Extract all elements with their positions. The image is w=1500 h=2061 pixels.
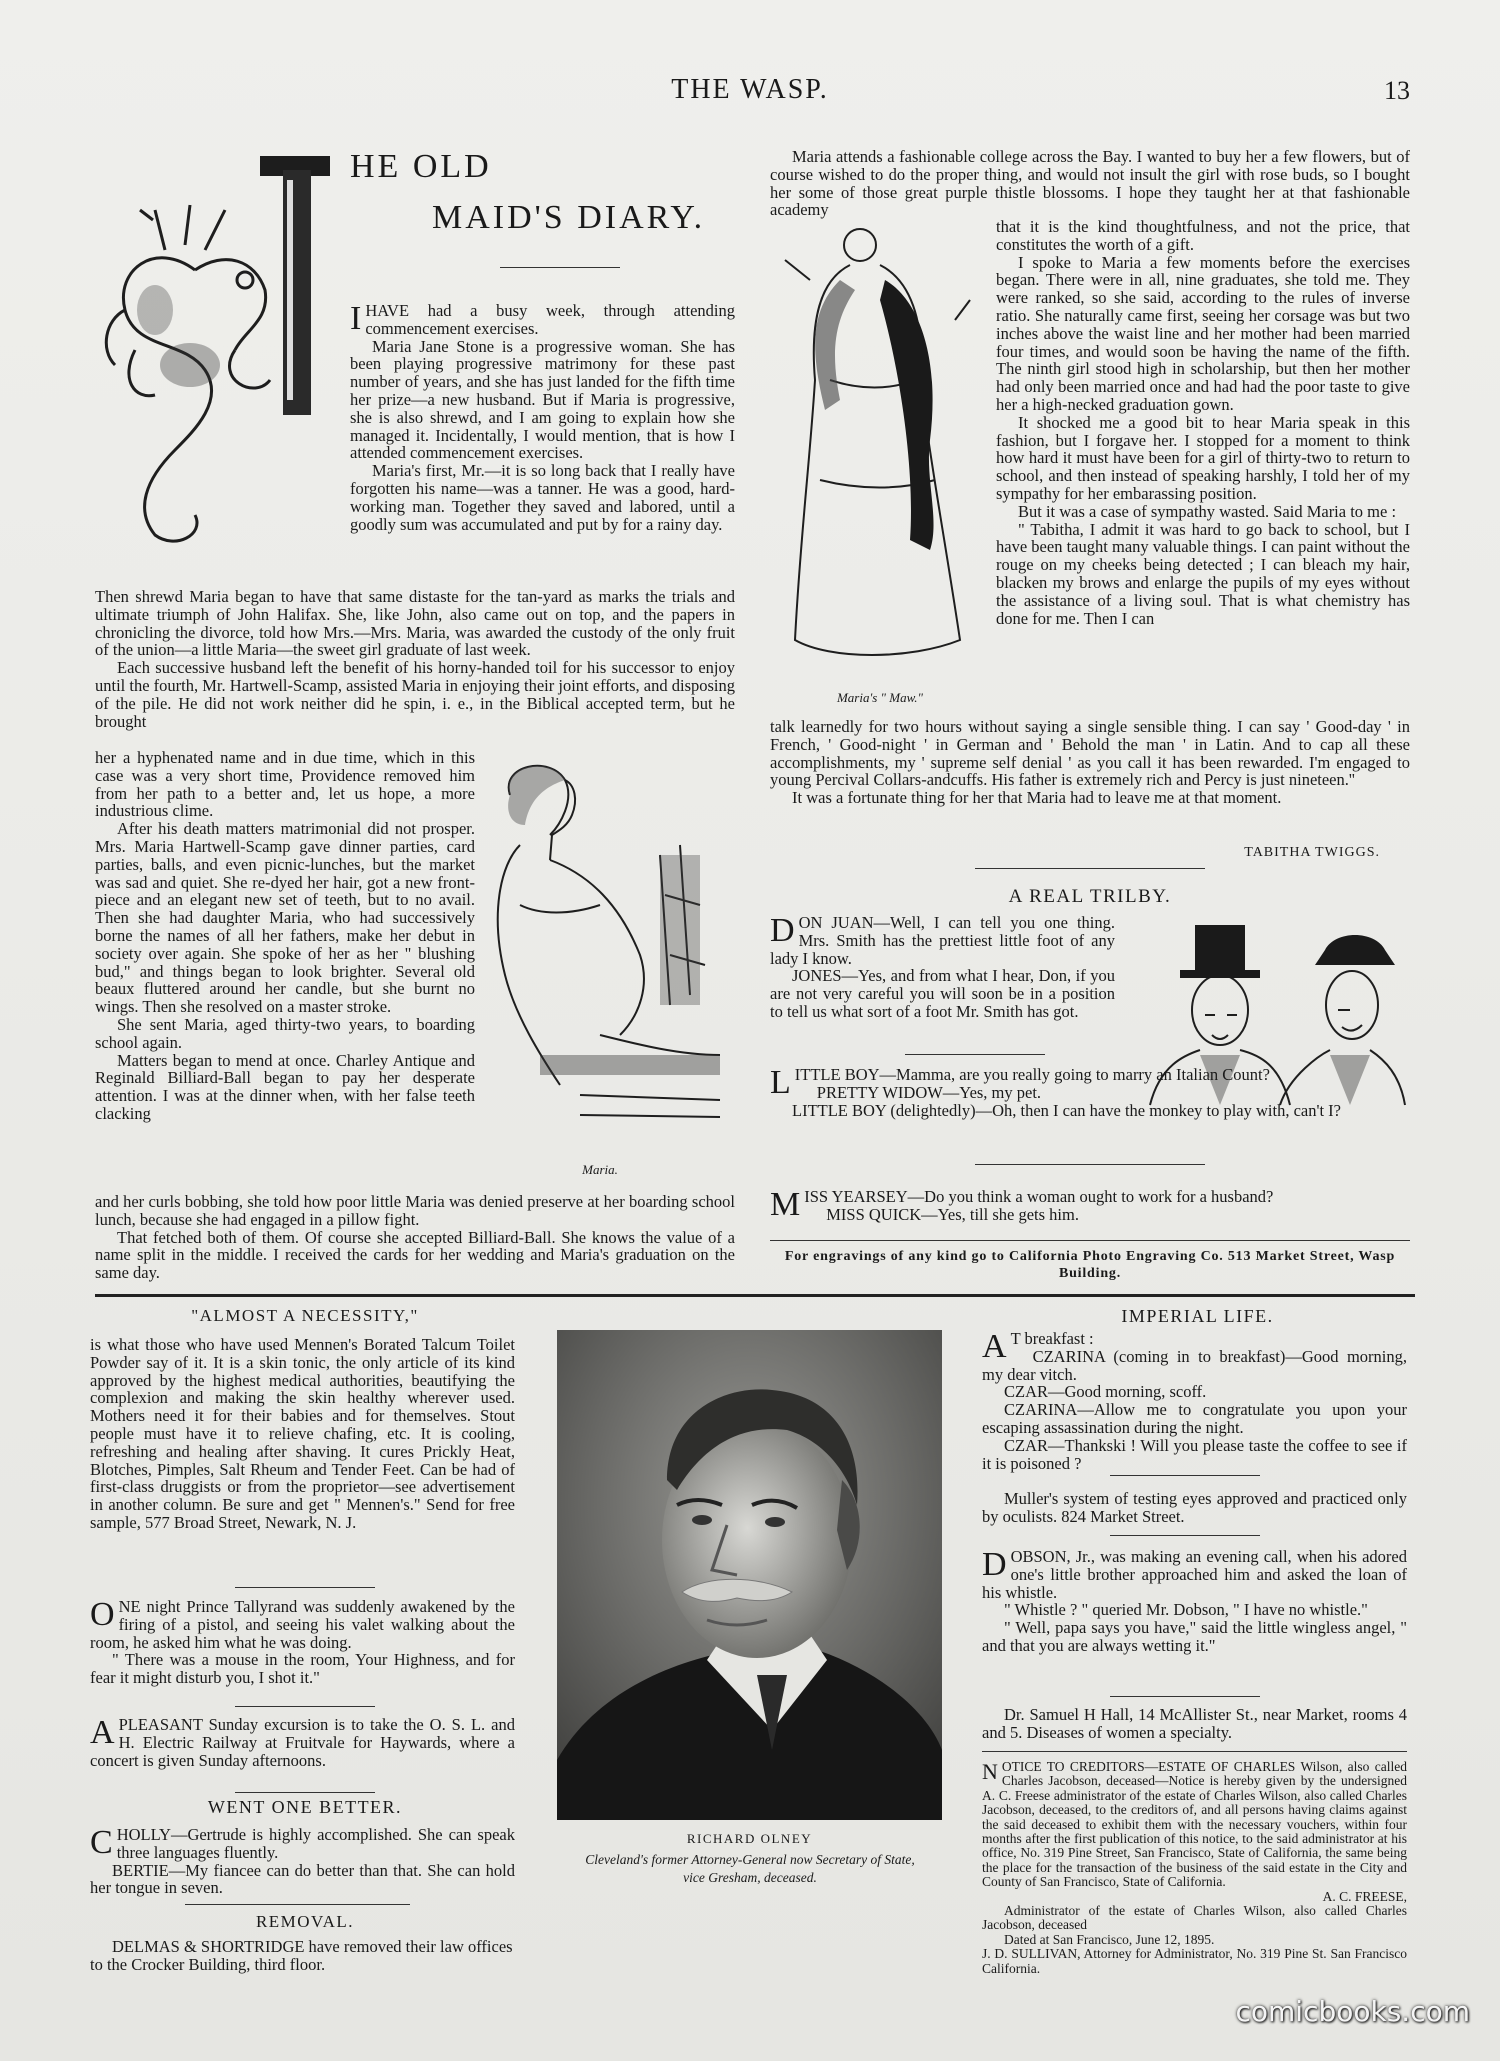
notice-signature: A. C. FREESE, (1322, 1888, 1407, 1904)
better-dropcap: C (90, 1824, 113, 1861)
portrait-caption-line2: vice Gresham, deceased. (683, 1870, 817, 1885)
ad-top-rule (770, 1240, 1410, 1241)
watermark: comicbooks.com (1235, 1995, 1470, 2028)
notice-body: OTICE TO CREDITORS—ESTATE OF CHARLES Wilson, also called Charles Jacobson, deceased—Notice is hereby given by the undersigned A. C. Freese administrator of the estate of Charles Wilson, also called Charles Jacobson, deceased, to the creditors of, and all persons having claims against the said deceased to exhibit them with the necessary vouchers, within four months after the first publication of this notice, to the said administrator at his office, No. 319 Pine Street, San Francisco, State of California, the same being the place for the transaction of the business of the said estate in the City and County of San Francisco, State of California. (982, 1759, 1407, 1890)
diary-r6: It was a fortunate thing for her that Maria had to leave me at that moment. (792, 788, 1282, 808)
better-body2: BERTIE—My fiancee can do better than that. She can hold her tongue in seven. (90, 1860, 515, 1898)
rule-after-signature (975, 868, 1205, 869)
diary-p3a: Maria's first, Mr.—it is so long back that I really have forgotten his name—was a tanner. He was a good, hard-working man. Together they saved and labored, until a goodly sum was accumulated and put by for a rainy day. (350, 461, 735, 534)
removal-body: DELMAS & SHORTRIDGE have removed their law offices to the Crocker Building, third floor. (90, 1937, 513, 1974)
diary-intro (350, 302, 735, 533)
rule-hall (982, 1751, 1407, 1752)
diary-right-top (770, 148, 1410, 219)
trilby-t1: ON JUAN—Well, I can tell you one thing. Mrs. Smith has the prettiest little foot of any lady I know. (770, 913, 1115, 968)
masthead-title: THE WASP. (671, 74, 829, 105)
imperial-life-heading: IMPERIAL LIFE. (1121, 1306, 1274, 1326)
excursion-body: PLEASANT Sunday excursion is to take the O. S. L. and H. Electric Railway at Fruitvale for Haywards, where a concert is given Sunday afternoons. (90, 1715, 515, 1770)
dragon-letter-t-illustration (95, 150, 335, 560)
trilby-t7: MISS QUICK—Yes, till she gets him. (826, 1204, 1079, 1224)
dobson-dropcap: D (982, 1546, 1007, 1583)
diary-title-line2: MAID'S DIARY. (432, 199, 706, 236)
diary-p5: After his death matters matrimonial did not prosper. Mrs. Maria Hartwell-Scamp gave dinner parties, card parties, balls, and even picnic-lunches, but the market was sad and quiet. She re-dyed her hair, got a new front-piece and an elegant new set of teeth, but to no avail. Then she had daughter Maria, who had successively borne the names of all her fathers, make her debut in society over again. She spoke of her as her " blushing bud," and things began to look brighter. Several old beaux fluttered around her candle, but she burnt no wings. Then she resolved on a master stroke. (95, 819, 475, 1017)
dobson-body2: " Whistle ? " queried Mr. Dobson, " I have no whistle." (1004, 1600, 1368, 1620)
trilby-t6: ISS YEARSEY—Do you think a woman ought to work for a husband? (804, 1187, 1274, 1206)
diary-signature: TABITHA TWIGGS. (1244, 845, 1380, 860)
trilby-t2: JONES—Yes, and from what I hear, Don, if you are not very careful you will soon be in a position to tell us what sort of a foot Mr. Smith has got. (770, 966, 1115, 1021)
imperial-i1: T breakfast : (1010, 1329, 1094, 1348)
diary-p8: That fetched both of them. Of course she accepted Billiard-Ball. She knows the value of a name split in the middle. I received the cards for her wedding and Maria's graduation on the same day. (95, 1227, 735, 1283)
rule-imperial (1110, 1475, 1260, 1476)
imperial-i2: CZARINA (coming in to breakfast)—Good morning, my dear vitch. (982, 1346, 1407, 1384)
diary-closing (95, 1193, 735, 1282)
excursion-text (90, 1716, 515, 1769)
dobson-text (982, 1548, 1407, 1655)
trilby-rule-1 (905, 1054, 1045, 1055)
diary-p3b: Then shrewd Maria began to have that same distaste for the tan-yard as marks the trials and ultimate triumph of John Halifax. She, like John, also came out on top, and the papers in chronicling the divorce, told how Mrs.—Mrs. Maria, was awarded the custody of the only fruit of the union—a little Maria—the sweet girl graduate of last week. (95, 587, 735, 660)
creditors-notice (982, 1760, 1407, 1976)
diary-p4a: Each successive husband left the benefit of his horny-handed toil for his successor to enjoy until the fourth, Mr. Hartwell-Scamp, assisted Maria in enjoying their joint efforts, and disposing of the pile. He did not work neither did he spin, i. e., in the Biblical accepted term, but he brought (95, 658, 735, 731)
diary-wide-text (95, 588, 735, 730)
diary-p7a: Matters began to mend at once. Charley Antique and Reginald Billiard-Ball began to pay her desperate attention. I was at the dinner when, with her false teeth clacking (95, 1050, 475, 1123)
trilby-heading: A REAL TRILBY. (1008, 886, 1172, 907)
notice-dropcap: N (982, 1759, 998, 1784)
rule-excursion (235, 1792, 375, 1793)
went-one-better-heading: WENT ONE BETTER. (207, 1797, 403, 1817)
diary-r1: Maria attends a fashionable college across the Bay. I wanted to buy her a few flowers, but of course wished to do the proper thing, and would not insult the girl with rose buds, so I bought her some of those great purple thistle blossoms. I hope they taught her at that fashionable academy (770, 147, 1410, 220)
maria-caption: Maria. (582, 1162, 618, 1177)
rule-better (185, 1904, 410, 1905)
diary-dropcap: I (350, 300, 362, 337)
trilby-dropcap-m: M (770, 1186, 801, 1223)
trilby-don-juan (770, 914, 1115, 1021)
page-number: 13 (1384, 76, 1410, 105)
imperial-i3: CZAR—Good morning, scoff. (1004, 1382, 1207, 1402)
removal-heading: REMOVAL. (255, 1912, 355, 1931)
diary-r5a: " Tabitha, I admit it was hard to go back to school, but I have been taught many valuable things. I can paint without the rouge on my cheeks being detected ; I can bleach my hair, blacken my brows and enlarge the pupils of my eyes without the assistance of a living soul. That is what chemistry has done for me. Then I can (996, 519, 1410, 628)
trilby-dropcap-l: L (770, 1064, 791, 1101)
hall-body: Dr. Samuel H Hall, 14 McAllister St., near Market, rooms 4 and 5. Diseases of women a specialty. (982, 1705, 1407, 1742)
tallyrand-body: NE night Prince Tallyrand was suddenly awakened by the firing of a pistol, and seeing his valet walking about the room, he asked him what he was doing. (90, 1597, 515, 1652)
necessity-heading: "ALMOST A NECESSITY," (191, 1306, 419, 1325)
trilby-rule-2 (975, 1164, 1205, 1165)
imperial-life-text (982, 1330, 1407, 1472)
rule-muller (1110, 1535, 1260, 1536)
trilby-little-boy (770, 1066, 1410, 1119)
diary-right-narrow (996, 218, 1410, 627)
tallyrand-text (90, 1598, 515, 1687)
trilby-t5: LITTLE BOY (delightedly)—Oh, then I can have the monkey to play with, can't I? (792, 1100, 1341, 1120)
diary-p1: HAVE had a busy week, through attending commencement exercises. (365, 301, 735, 338)
went-one-better-text (90, 1826, 515, 1897)
page-divider (95, 1294, 1415, 1297)
removal-text (90, 1938, 515, 1974)
dobson-body: OBSON, Jr., was making an evening call, when his adored one's little brother approached him and asked the loan of his whistle. (982, 1547, 1407, 1602)
rule-dobson (1110, 1696, 1260, 1697)
diary-narrow-text (95, 749, 475, 1123)
portrait-caption-line1: Cleveland's former Attorney-General now Secretary of State, (585, 1852, 915, 1867)
diary-p7b: and her curls bobbing, she told how poor little Maria was denied preserve at her boarding school lunch, because she had engaged in a pillow fight. (95, 1192, 735, 1229)
rule-tallyrand (235, 1706, 375, 1707)
necessity-text (90, 1336, 515, 1532)
maria-illustration (480, 755, 735, 1155)
necessity-body: is what those who have used Mennen's Borated Talcum Toilet Powder say of it. It is a skin tonic, the only article of its kind approved by the highest medical authorities, beautifying the complexion and making the skin healthy wherever used. Mothers need it for their babies and for themselves. Stout people must have it to relieve chafing, etc. It is cooling, refreshing and healing after shaving. It cures Prickly Heat, Blotches, Pimples, Salt Rheum and Tender Feet. Can be had of first-class druggists or from the proprietor—see advertisement in another column. Be sure and get " Mennen's." Send for free sample, 577 Broad Street, Newark, N. J. (90, 1335, 515, 1532)
hall-text (982, 1706, 1407, 1742)
imperial-dropcap: A (982, 1328, 1007, 1365)
notice-date: Dated at San Francisco, June 12, 1895. (1004, 1931, 1215, 1947)
notice-admin: Administrator of the estate of Charles Wilson, also called Charles Jacobson, deceased (982, 1903, 1407, 1933)
better-body1: HOLLY—Gertrude is highly accomplished. She can speak three languages fluently. (116, 1825, 515, 1862)
portrait-name: RICHARD OLNEY (686, 1831, 813, 1846)
diary-p2: Maria Jane Stone is a progressive woman. She has been playing progressive matrimony for these past number of years, and she has just landed for the fifth time her prize—a new husband. But if Maria is progressive, she is also shrewd, and I am going to explain how she managed it. Incidentally, I would mention, that is how I attended commencement exercises. (350, 336, 735, 463)
diary-r3: It shocked me a good bit to hear Maria speak in this fashion, but I forgave her. I stopped for a moment to think how hard it must have been for a girl of thirty-two to return to school, and then instead of speaking harshly, I told her of my sympathy for her embarassing position. (996, 412, 1410, 503)
diary-right-bottom (770, 718, 1410, 807)
marias-maw-caption: Maria's " Maw." (836, 690, 924, 705)
tallyrand-dropcap: O (90, 1596, 115, 1633)
diary-r5b: talk learnedly for two hours without saying a single sensible thing. I can say ' Good-day ' in French, ' Good-night ' in German and ' Behold the man ' in Latin. And to cap all these accomplishments, my ' supreme self denial ' as you call it has been rewarded. I'm engaged to young Percival Collars-andcuffs. His father is extremely rich and Percy is just nineteen.'' (770, 717, 1410, 790)
trilby-t4: PRETTY WIDOW—Yes, my pet. (816, 1082, 1042, 1102)
muller-text (982, 1490, 1407, 1526)
engraving-ad: For engravings of any kind go to California Photo Engraving Co. 513 Market Street, Wasp Building. (784, 1249, 1396, 1281)
diary-p6: She sent Maria, aged thirty-two years, to boarding school again. (95, 1014, 475, 1052)
title-rule (500, 267, 620, 268)
diary-r1b: that it is the kind thoughtfulness, and not the price, that constitutes the worth of a gift. (996, 217, 1410, 254)
diary-title-line1: HE OLD (350, 148, 492, 185)
marias-maw-illustration (770, 220, 985, 685)
diary-r4: But it was a case of sympathy wasted. Said Maria to me : (1018, 501, 1397, 521)
diary-p4b: her a hyphenated name and in due time, which in this case was a very short time, Providence removed him from her path to a better and, let us hope, a more industrious clime. (95, 748, 475, 821)
trilby-t3: ITTLE BOY—Mamma, are you really going to marry an Italian Count? (794, 1065, 1270, 1084)
imperial-i4: CZARINA—Allow me to congratulate you upon your escaping assassination during the night. (982, 1400, 1407, 1437)
muller-body: Muller's system of testing eyes approved and practiced only by oculists. 824 Market Street. (982, 1489, 1407, 1526)
trilby-dropcap-d: D (770, 912, 795, 949)
notice-attorney: J. D. SULLIVAN, Attorney for Administrator, No. 319 Pine St. San Francisco California. (982, 1946, 1407, 1976)
excursion-dropcap: A (90, 1714, 115, 1751)
tallyrand-body2: " There was a mouse in the room, Your Highness, and for fear it might disturb you, I shot it." (90, 1650, 515, 1688)
dobson-body3: " Well, papa says you have," said the little wingless angel, " and that you are always wetting it." (982, 1618, 1407, 1655)
imperial-i5: CZAR—Thankski ! Will you please taste the coffee to see if it is poisoned ? (982, 1435, 1407, 1473)
rule-necessity (235, 1587, 375, 1588)
diary-r2: I spoke to Maria a few moments before the exercises began. There were in all, nine graduates, she told me. They were ranked, so she said, according to the rules of inverse ratio. She naturally came first, seeing her corsage was but two inches above the waist line and her mother had been married four times, and would soon be having the name of the fifth. The ninth girl stood high in scholarship, but then her mother had only been married once and had had the poor taste to give her a high-necked graduation gown. (996, 252, 1410, 414)
richard-olney-portrait (557, 1330, 942, 1820)
trilby-yearsey (770, 1188, 1410, 1224)
